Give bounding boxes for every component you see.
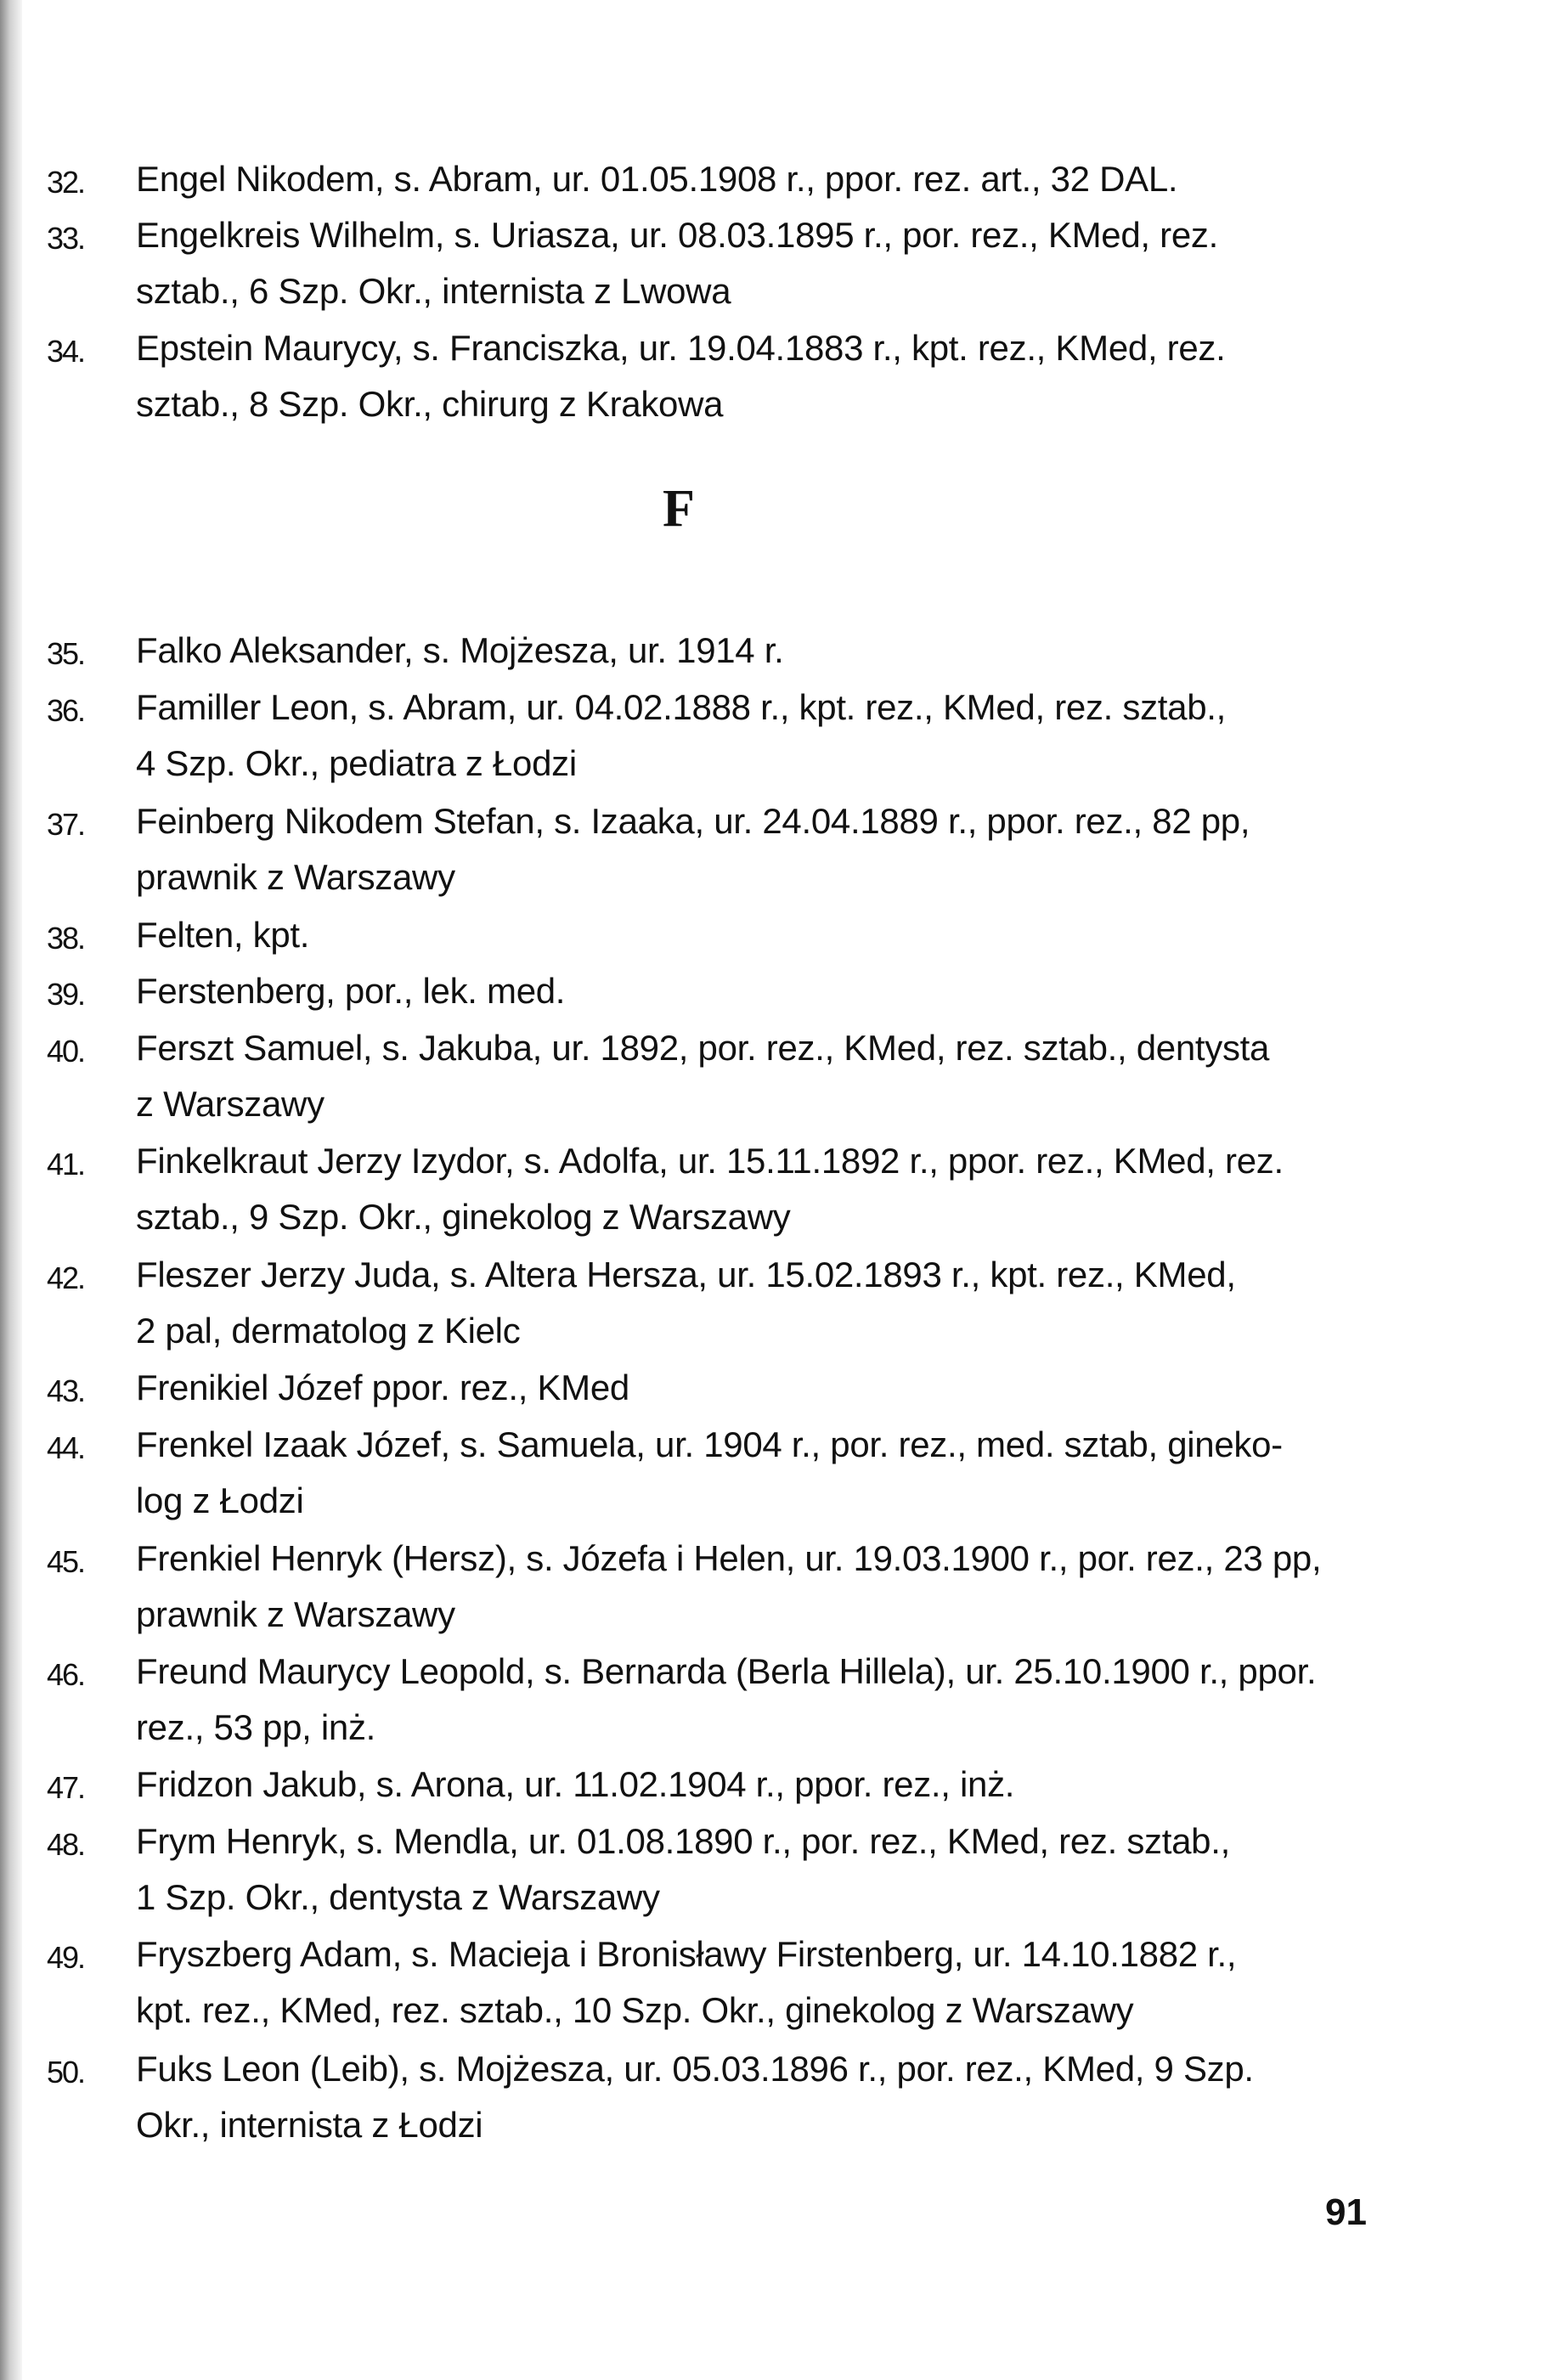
entry-text <box>136 1360 1419 1416</box>
entry-text <box>136 1757 1419 1813</box>
entry-text <box>136 207 1419 319</box>
entry-number: 41. <box>47 1147 85 1182</box>
entry-line: sztab., 6 Szp. Okr., internista z Lwowa <box>136 271 731 311</box>
entry-text <box>136 1247 1419 1359</box>
entry-line: kpt. rez., KMed, rez. sztab., 10 Szp. Okr., ginekolog z Warszawy <box>136 1990 1134 2030</box>
entry-line: Epstein Maurycy, s. Franciszka, ur. 19.04.1883 r., kpt. rez., KMed, rez. <box>136 328 1226 368</box>
entry-line: sztab., 9 Szp. Okr., ginekolog z Warszawy <box>136 1197 791 1237</box>
entry-line: Fridzon Jakub, s. Arona, ur. 11.02.1904 r., ppor. rez., inż. <box>136 1764 1015 1804</box>
entry-number: 36. <box>47 693 85 728</box>
entry-line: Frym Henryk, s. Mendla, ur. 01.08.1890 r., por. rez., KMed, rez. sztab., <box>136 1821 1230 1861</box>
entry-number: 34. <box>47 334 85 369</box>
entry-number: 50. <box>47 2055 85 2090</box>
entry-line: Freund Maurycy Leopold, s. Bernarda (Berla Hillela), ur. 25.10.1900 r., ppor. <box>136 1651 1317 1691</box>
entry-line: 1 Szp. Okr., dentysta z Warszawy <box>136 1877 660 1917</box>
entry-line: Ferstenberg, por., lek. med. <box>136 971 566 1011</box>
entry-line: Frenkel Izaak Józef, s. Samuela, ur. 1904 r., por. rez., med. sztab, gineko- <box>136 1424 1283 1464</box>
entry-number: 42. <box>47 1260 85 1295</box>
entry-number: 49. <box>47 1940 85 1975</box>
entry-line: prawnik z Warszawy <box>136 1594 455 1634</box>
entry-line: log z Łodzi <box>136 1480 304 1520</box>
entry-line: Fryszberg Adam, s. Macieja i Bronisławy Firstenberg, ur. 14.10.1882 r., <box>136 1934 1237 1974</box>
entry-text <box>136 680 1419 792</box>
entry-text <box>136 1531 1419 1643</box>
entry-text <box>136 907 1419 963</box>
entry-text <box>136 1813 1419 1926</box>
entry-line: sztab., 8 Szp. Okr., chirurg z Krakowa <box>136 384 724 424</box>
entry-line: z Warszawy <box>136 1084 325 1124</box>
entry-text <box>136 2041 1419 2153</box>
entry-line: rez., 53 pp, inż. <box>136 1707 376 1747</box>
entry-number: 38. <box>47 921 85 956</box>
entry-text <box>136 1020 1419 1132</box>
page-edge-shadow <box>0 0 22 2380</box>
entry-text <box>136 1926 1419 2039</box>
entry-number: 35. <box>47 636 85 671</box>
entry-number: 37. <box>47 807 85 842</box>
entry-text <box>136 151 1419 207</box>
page-number: 91 <box>1325 2191 1367 2233</box>
entry-text <box>136 1417 1419 1529</box>
entry-line: Finkelkraut Jerzy Izydor, s. Adolfa, ur. 15.11.1892 r., ppor. rez., KMed, rez. <box>136 1141 1284 1181</box>
entry-line: Familler Leon, s. Abram, ur. 04.02.1888 r., kpt. rez., KMed, rez. sztab., <box>136 687 1227 727</box>
entry-number: 32. <box>47 165 85 200</box>
entry-line: Ferszt Samuel, s. Jakuba, ur. 1892, por. rez., KMed, rez. sztab., dentysta <box>136 1028 1270 1068</box>
entry-number: 33. <box>47 221 85 256</box>
entry-line: Engel Nikodem, s. Abram, ur. 01.05.1908 r., ppor. rez. art., 32 DAL. <box>136 159 1178 199</box>
entry-line: 2 pal, dermatolog z Kielc <box>136 1311 521 1351</box>
entry-line: prawnik z Warszawy <box>136 857 455 897</box>
entry-number: 47. <box>47 1770 85 1805</box>
entry-line: Falko Aleksander, s. Mojżesza, ur. 1914 r. <box>136 630 784 670</box>
section-heading-letter: F <box>663 480 695 538</box>
entry-number: 45. <box>47 1544 85 1579</box>
entry-line: Frenkiel Henryk (Hersz), s. Józefa i Helen, ur. 19.03.1900 r., por. rez., 23 pp, <box>136 1538 1322 1578</box>
entry-line: Frenikiel Józef ppor. rez., KMed <box>136 1368 629 1407</box>
entry-number: 46. <box>47 1657 85 1692</box>
entry-text <box>136 1644 1419 1756</box>
entry-text <box>136 963 1419 1019</box>
entry-number: 44. <box>47 1430 85 1465</box>
entry-text <box>136 623 1419 679</box>
entry-text <box>136 320 1419 432</box>
entry-number: 40. <box>47 1034 85 1069</box>
entry-line: Fleszer Jerzy Juda, s. Altera Hersza, ur. 15.02.1893 r., kpt. rez., KMed, <box>136 1255 1236 1294</box>
entry-number: 39. <box>47 977 85 1012</box>
entry-text <box>136 1133 1419 1245</box>
entry-text <box>136 793 1419 905</box>
entry-line: Fuks Leon (Leib), s. Mojżesza, ur. 05.03.1896 r., por. rez., KMed, 9 Szp. <box>136 2049 1254 2089</box>
entry-number: 43. <box>47 1373 85 1408</box>
entry-line: 4 Szp. Okr., pediatra z Łodzi <box>136 743 577 783</box>
entry-line: Felten, kpt. <box>136 915 310 955</box>
entry-number: 48. <box>47 1827 85 1862</box>
entry-line: Okr., internista z Łodzi <box>136 2105 483 2145</box>
entry-line: Feinberg Nikodem Stefan, s. Izaaka, ur. 24.04.1889 r., ppor. rez., 82 pp, <box>136 801 1250 841</box>
entry-line: Engelkreis Wilhelm, s. Uriasza, ur. 08.03.1895 r., por. rez., KMed, rez. <box>136 215 1218 255</box>
